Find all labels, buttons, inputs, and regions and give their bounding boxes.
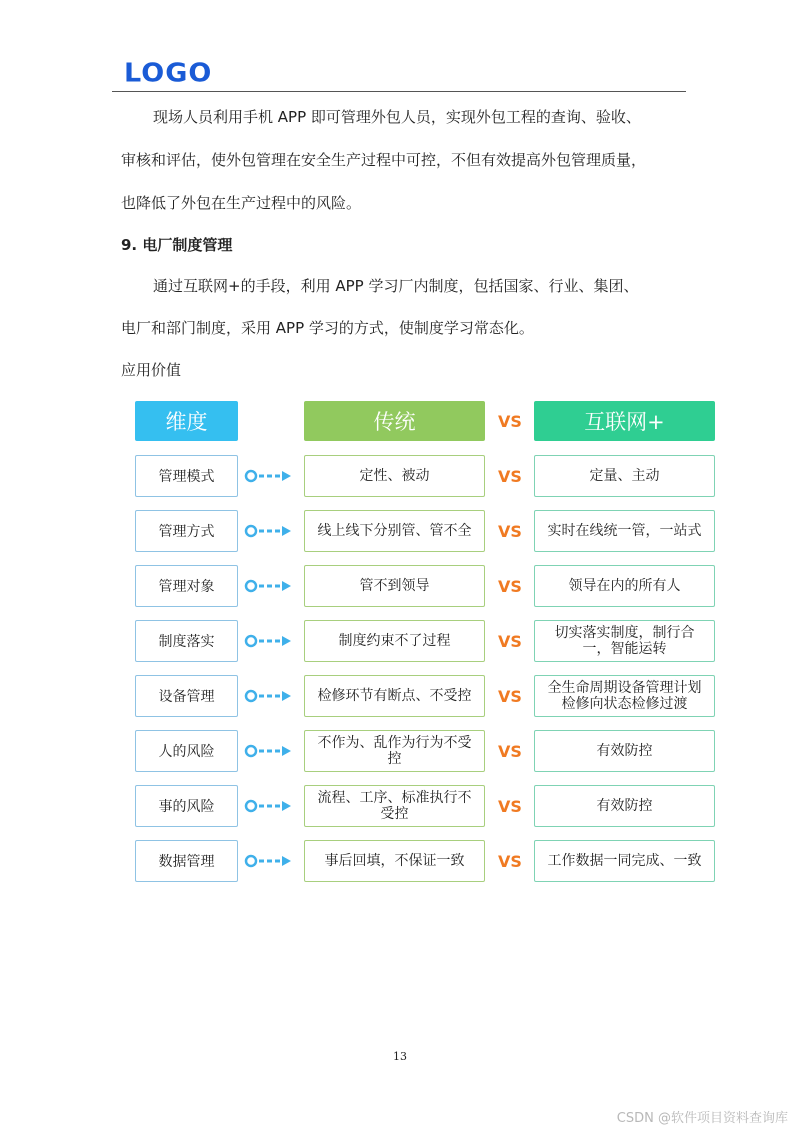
arrow-right-icon: [244, 523, 294, 539]
arrow-right-icon: [244, 633, 294, 649]
paragraph-1-line-3: 也降低了外包在生产过程中的风险。: [121, 194, 362, 212]
traditional-cell: 线上线下分别管、管不全: [304, 510, 485, 552]
traditional-cell: 不作为、乱作为行为不受控: [304, 730, 485, 772]
header-internet: [534, 401, 715, 441]
comparison-row: [0, 510, 800, 552]
arrow-right-icon: [244, 853, 294, 869]
paragraph-1-line-2: 审核和评估，使外包管理在安全生产过程中可控，不但有效提高外包管理质量，: [121, 151, 647, 169]
header-dimension-label: 维度: [165, 410, 208, 434]
vs-label: VS: [498, 466, 522, 486]
header-divider: [112, 91, 686, 92]
internet-cell: 工作数据一同完成、一致: [534, 840, 715, 882]
comparison-row: [0, 675, 800, 717]
vs-label: VS: [498, 851, 522, 871]
logo: LOGO: [124, 58, 213, 89]
traditional-cell: 事后回填，不保证一致: [304, 840, 485, 882]
traditional-cell: 流程、工序、标准执行不受控: [304, 785, 485, 827]
comparison-row: [0, 620, 800, 662]
traditional-cell: 制度约束不了过程: [304, 620, 485, 662]
internet-cell: 有效防控: [534, 730, 715, 772]
header-traditional: [304, 401, 485, 441]
comparison-row: [0, 455, 800, 497]
section-heading: 9. 电厂制度管理: [121, 236, 233, 254]
header-dimension: [135, 401, 238, 441]
vs-label: VS: [498, 521, 522, 541]
arrow-right-icon: [244, 688, 294, 704]
traditional-cell: 管不到领导: [304, 565, 485, 607]
arrow-right-icon: [244, 578, 294, 594]
watermark: CSDN @软件项目资料查询库: [616, 1111, 788, 1126]
internet-cell: 定量、主动: [534, 455, 715, 497]
comparison-row: [0, 565, 800, 607]
internet-cell: 领导在内的所有人: [534, 565, 715, 607]
arrow-right-icon: [244, 468, 294, 484]
arrow-right-icon: [244, 798, 294, 814]
dimension-cell: 管理模式: [135, 455, 238, 497]
dimension-cell: 管理对象: [135, 565, 238, 607]
vs-label: VS: [498, 686, 522, 706]
internet-cell: 全生命周期设备管理计划检修向状态检修过渡: [534, 675, 715, 717]
paragraph-2-line-1: 通过互联网+的手段，利用 APP 学习厂内制度，包括国家、行业、集团、: [153, 277, 639, 295]
dimension-cell: 设备管理: [135, 675, 238, 717]
arrow-right-icon: [244, 743, 294, 759]
internet-cell: 切实落实制度，制行合一，智能运转: [534, 620, 715, 662]
vs-label: VS: [498, 576, 522, 596]
dimension-cell: 制度落实: [135, 620, 238, 662]
header-internet-label: 互联网+: [584, 410, 665, 434]
paragraph-1-line-1: 现场人员利用手机 APP 即可管理外包人员，实现外包工程的查询、验收、: [153, 108, 641, 126]
traditional-cell: 定性、被动: [304, 455, 485, 497]
vs-label: VS: [498, 796, 522, 816]
internet-cell: 实时在线统一管，一站式: [534, 510, 715, 552]
comparison-row: [0, 730, 800, 772]
comparison-row: [0, 785, 800, 827]
traditional-cell: 检修环节有断点、不受控: [304, 675, 485, 717]
dimension-cell: 事的风险: [135, 785, 238, 827]
internet-cell: 有效防控: [534, 785, 715, 827]
comparison-row: [0, 840, 800, 882]
dimension-cell: 人的风险: [135, 730, 238, 772]
paragraph-2-line-2: 电厂和部门制度，采用 APP 学习的方式，使制度学习常态化。: [121, 319, 534, 337]
dimension-cell: 管理方式: [135, 510, 238, 552]
page-number: 13: [393, 1050, 407, 1063]
header-vs: VS: [498, 411, 522, 431]
subheading-app-value: 应用价值: [121, 361, 182, 379]
vs-label: VS: [498, 631, 522, 651]
dimension-cell: 数据管理: [135, 840, 238, 882]
header-traditional-label: 传统: [373, 410, 416, 434]
vs-label: VS: [498, 741, 522, 761]
